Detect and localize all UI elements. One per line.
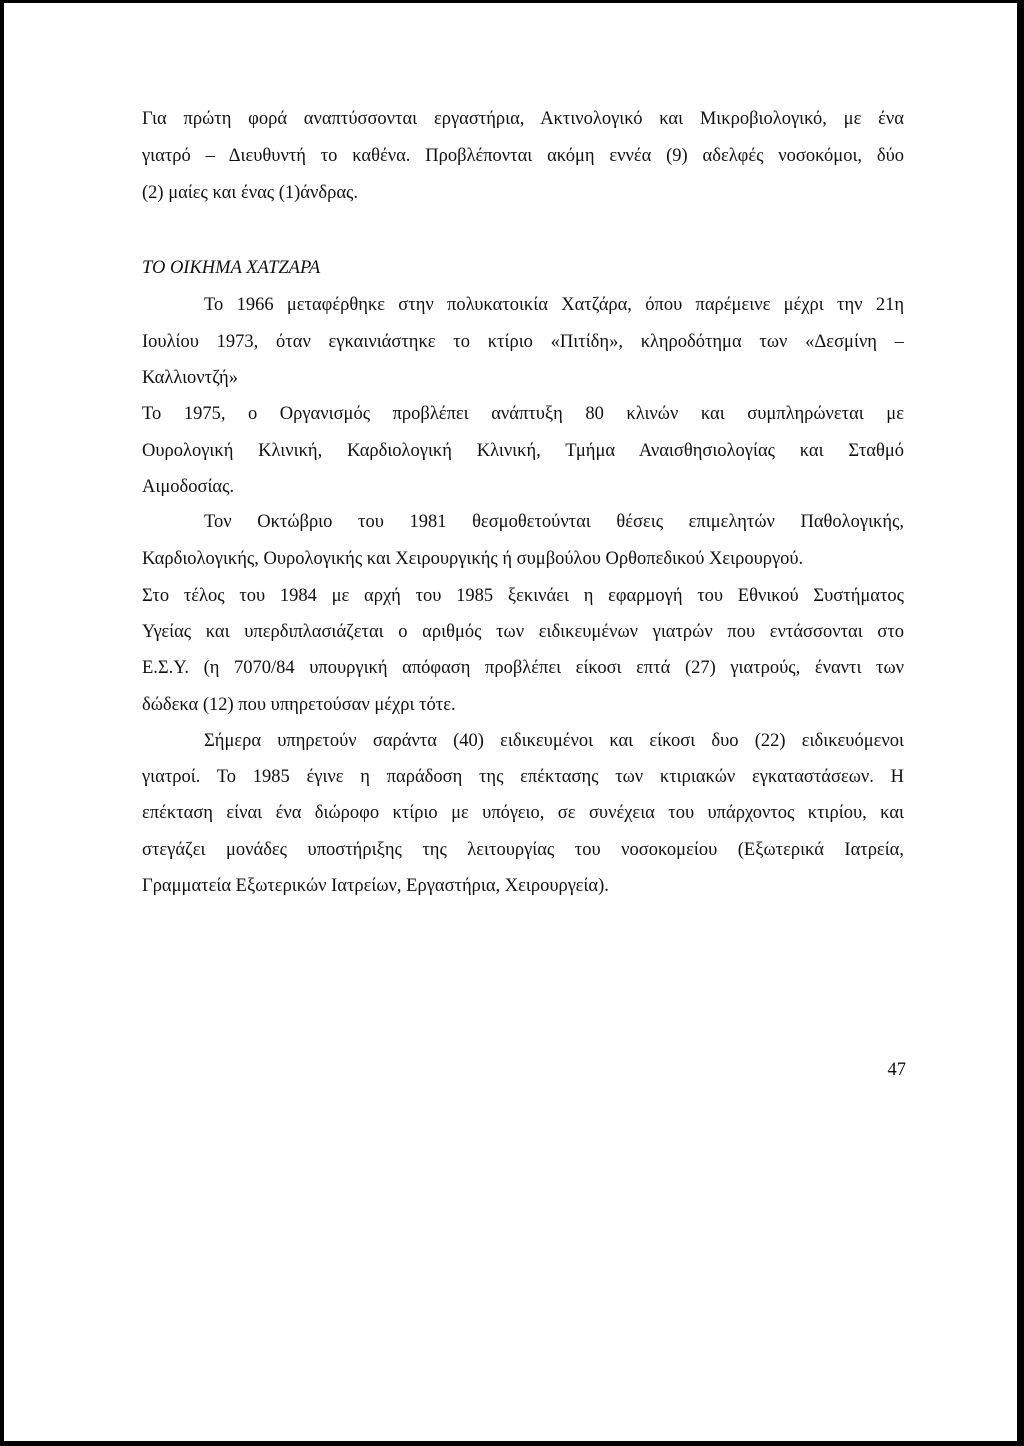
text-line: Υγείας και υπερδιπλασιάζεται ο αριθμός των ειδικευμένων γιατρών που εντάσσονται στο: [142, 622, 904, 642]
text-line: Καλλιοντζή»: [142, 368, 238, 388]
text-line: Για πρώτη φορά αναπτύσσονται εργαστήρια, Ακτινολογικό και Μικροβιολογικό, με ένα: [142, 109, 904, 129]
text-line: Καρδιολογικής, Ουρολογικής και Χειρουργικής ή συμβούλου Ορθοπεδικού Χειρουργού.: [142, 549, 804, 569]
section-heading: ΤΟ ΟΙΚΗΜΑ ΧΑΤΖΑΡΑ: [142, 258, 321, 278]
text-line: Στο τέλος του 1984 με αρχή του 1985 ξεκινάει η εφαρμογή του Εθνικού Συστήματος: [142, 586, 904, 606]
text-line: Το 1975, ο Οργανισμός προβλέπει ανάπτυξη 80 κλινών και συμπληρώνεται με: [142, 404, 904, 424]
text-line: επέκταση είναι ένα διώροφο κτίριο με υπόγειο, σε συνέχεια του υπάρχοντος κτιρίου, και: [142, 803, 904, 823]
text-line: γιατρό – Διευθυντή το καθένα. Προβλέπονται ακόμη εννέα (9) αδελφές νοσοκόμοι, δύο: [142, 146, 904, 166]
text-line: δώδεκα (12) που υπηρετούσαν μέχρι τότε.: [142, 695, 456, 715]
text-line: Γραμματεία Εξωτερικών Ιατρείων, Εργαστήρια, Χειρουργεία).: [142, 876, 609, 896]
text-line: στεγάζει μονάδες υποστήριξης της λειτουργίας του νοσοκομείου (Εξωτερικά Ιατρεία,: [142, 840, 904, 860]
text-line: Ε.Σ.Υ. (η 7070/84 υπουργική απόφαση προβλέπει είκοσι επτά (27) γιατρούς, έναντι των: [142, 658, 904, 678]
page-number: 47: [887, 1060, 906, 1080]
text-line: Αιμοδοσίας.: [142, 477, 235, 497]
text-line: Σήμερα υπηρετούν σαράντα (40) ειδικευμένοι και είκοσι δυο (22) ειδικευόμενοι: [204, 731, 904, 751]
text-line: γιατροί. Το 1985 έγινε η παράδοση της επέκτασης των κτιριακών εγκαταστάσεων. Η: [142, 767, 904, 787]
text-line: Το 1966 μεταφέρθηκε στην πολυκατοικία Χατζάρα, όπου παρέμεινε μέχρι την 21η: [204, 295, 904, 315]
document-page: [4, 3, 1017, 1441]
text-line: (2) μαίες και ένας (1)άνδρας.: [142, 183, 358, 203]
text-line: Ιουλίου 1973, όταν εγκαινιάστηκε το κτίριο «Πιτίδη», κληροδότημα των «Δεσμίνη –: [142, 332, 904, 352]
text-line: Ουρολογική Κλινική, Καρδιολογική Κλινική, Τμήμα Αναισθησιολογίας και Σταθμό: [142, 441, 904, 461]
text-line: Τον Οκτώβριο του 1981 θεσμοθετούνται θέσεις επιμελητών Παθολογικής,: [204, 512, 904, 532]
